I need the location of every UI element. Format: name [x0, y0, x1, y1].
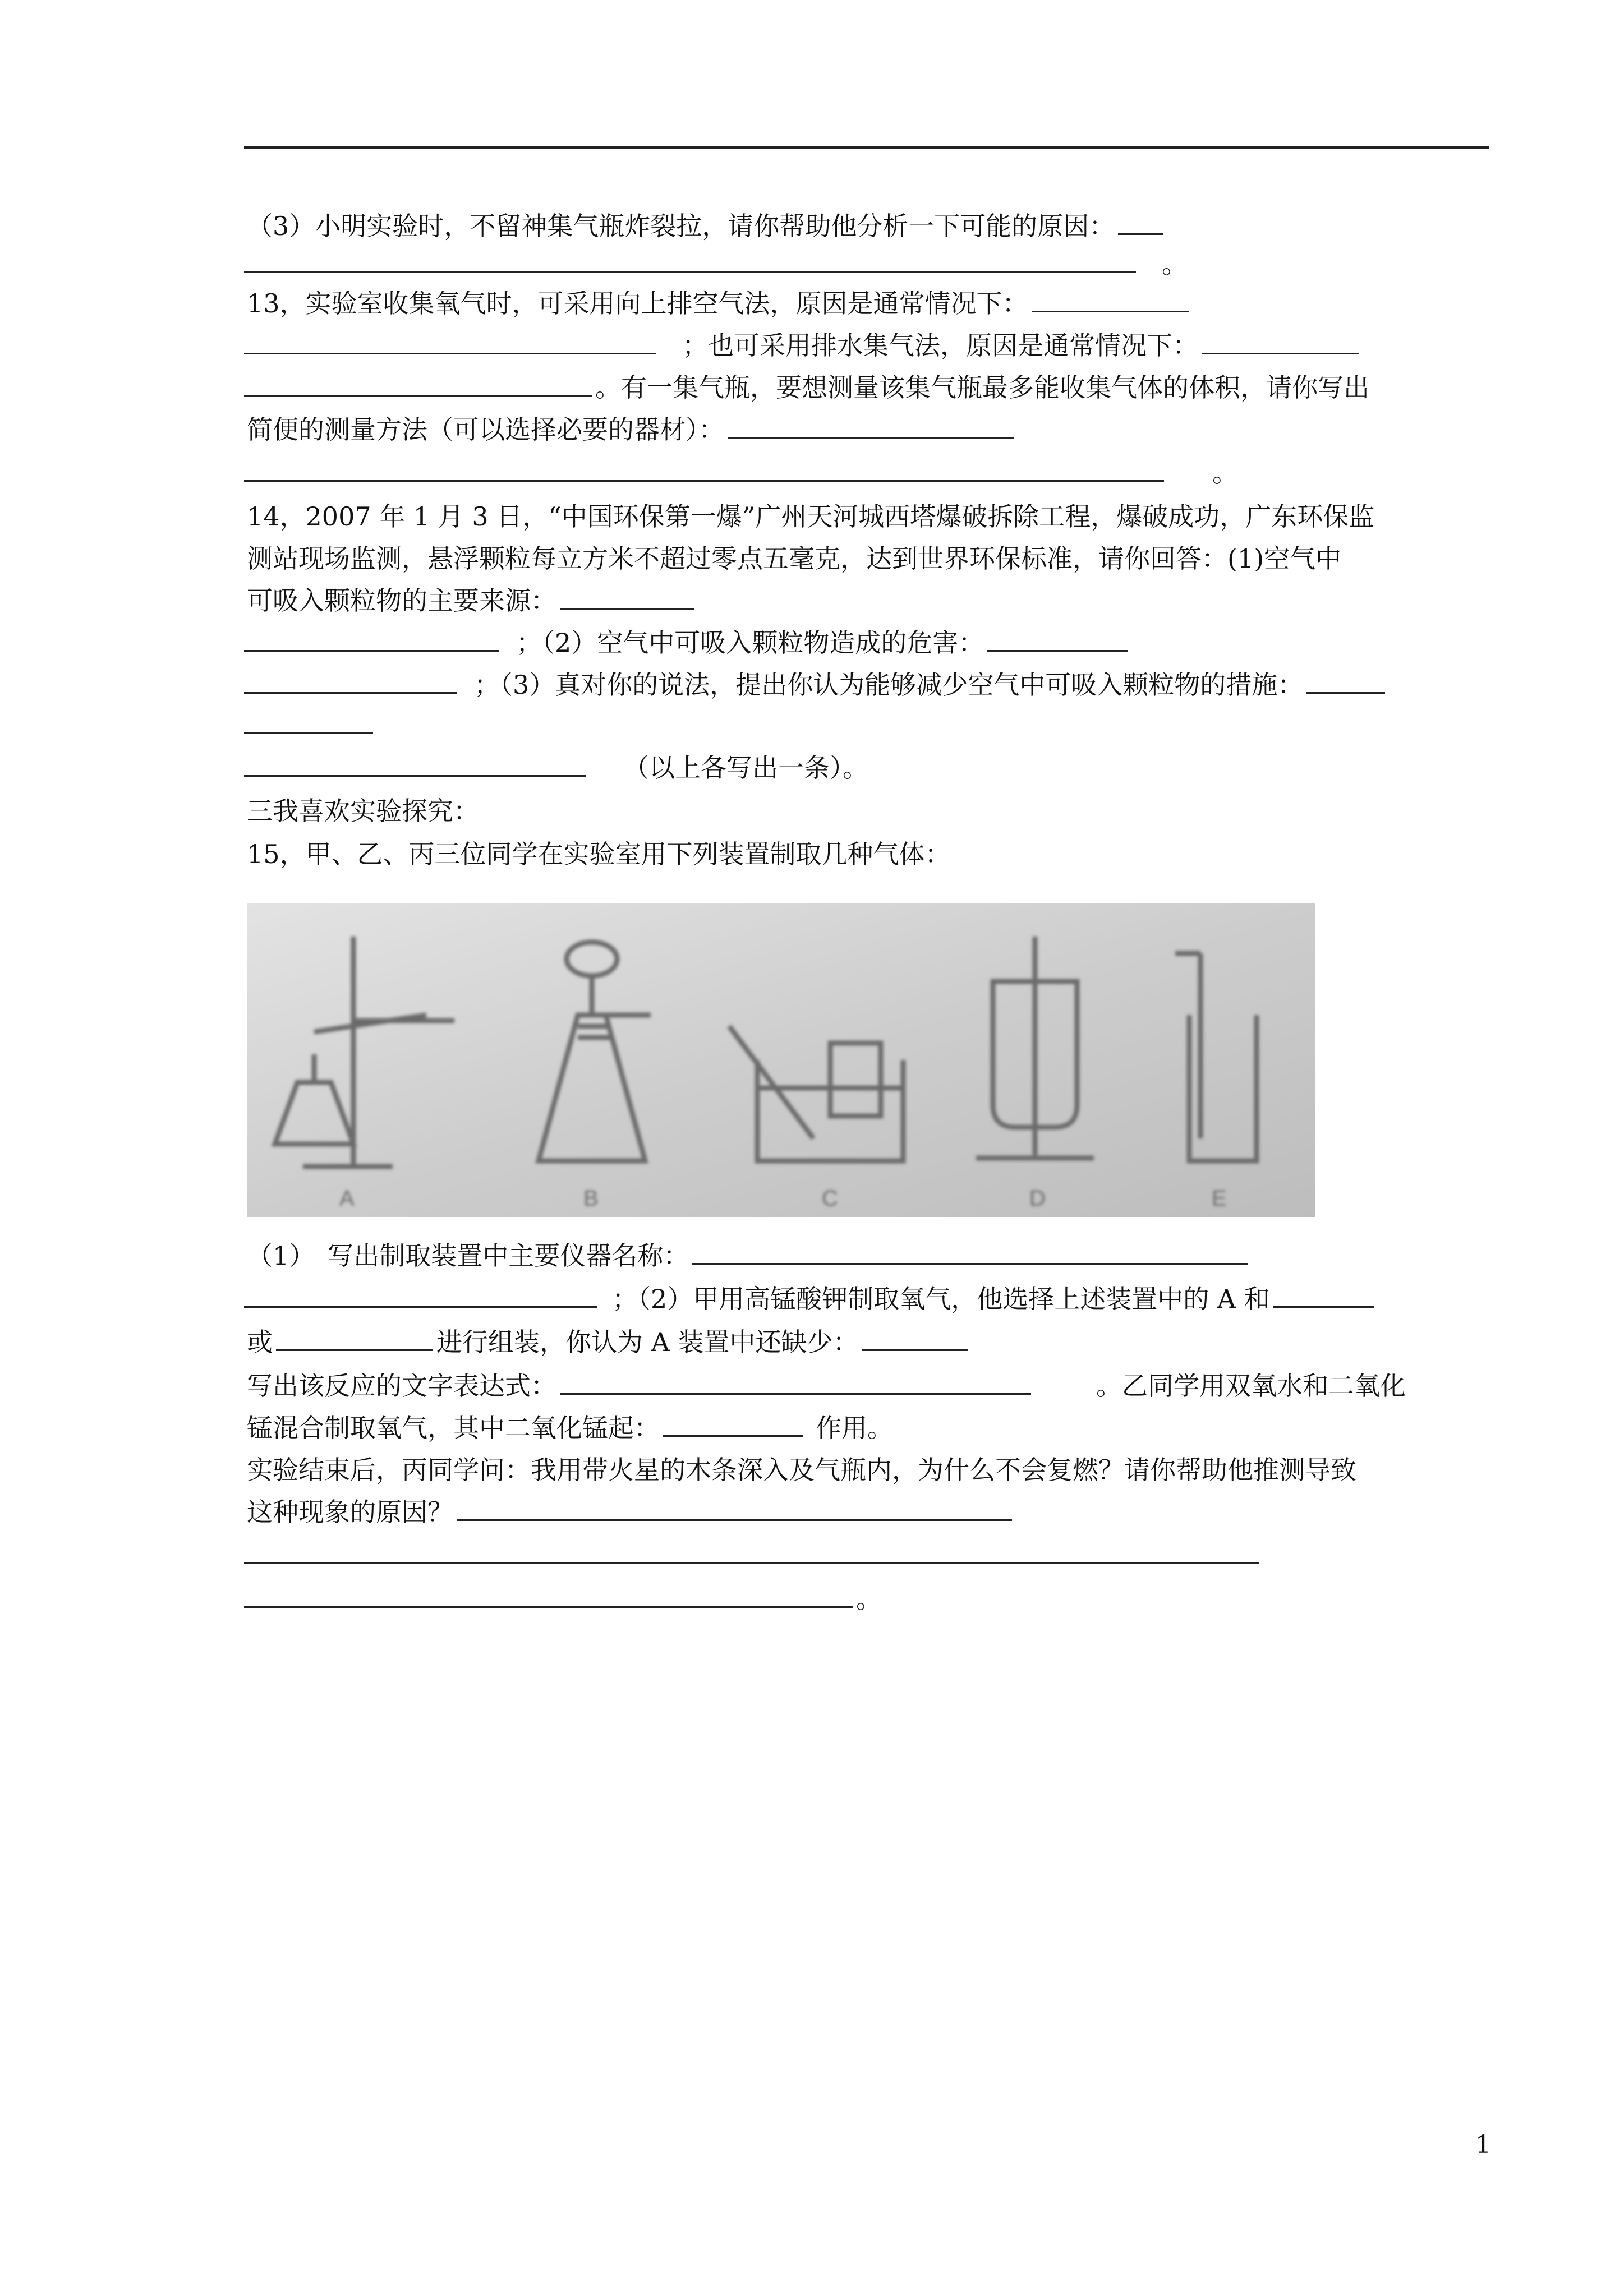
q15-part2-text: ；（2）甲用高锰酸钾制取氧气，他选择上述装置中的 A 和	[612, 1284, 1270, 1314]
q13-blank-6[interactable]	[244, 455, 1164, 482]
q14-blank-7[interactable]	[244, 750, 586, 777]
q14-blank-4[interactable]	[244, 667, 457, 694]
q13-text-2: ；也可采用排水集气法，原因是通常情况下：	[682, 330, 1198, 361]
q13-text-4: 简便的测量方法（可以选择必要的器材）：	[247, 414, 724, 445]
apparatus-label-a: A	[339, 1186, 355, 1211]
q13-line-5	[244, 455, 1238, 490]
q14-blank-1[interactable]	[560, 583, 694, 610]
q14-text-4: ；（2）空气中可吸入颗粒物造成的危害：	[516, 628, 984, 658]
q15-answer-line-1	[244, 1538, 1263, 1573]
q15-bing-line-2	[247, 1495, 1015, 1529]
q15-blank-5[interactable]	[862, 1325, 968, 1351]
q13-line-3	[244, 370, 1369, 405]
q15-or-text: 或	[247, 1327, 273, 1357]
q12-part3-blank-1[interactable]	[1118, 209, 1163, 235]
q14-line-6	[244, 708, 376, 743]
q15-part1-text: （1） 写出制取装置中主要仪器名称：	[247, 1241, 689, 1271]
apparatus-label-b: B	[583, 1186, 599, 1211]
q15-blank-10[interactable]	[244, 1582, 853, 1608]
q15-equation-line	[247, 1368, 1406, 1403]
q15-blank-6[interactable]	[560, 1368, 1031, 1395]
page-number: 1	[1475, 2131, 1491, 2159]
q14-line-4	[244, 625, 1131, 660]
apparatus-label-c: C	[822, 1186, 838, 1211]
apparatus-figure	[247, 903, 1315, 1217]
q15-blank-7[interactable]	[663, 1410, 803, 1437]
apparatus-drawing	[247, 903, 1315, 1217]
q15-blank-2[interactable]	[244, 1281, 597, 1308]
q13-line-4	[247, 412, 1017, 447]
q14-text-7: （以上各写出一条）。	[623, 753, 868, 783]
q14-line-2	[247, 541, 1341, 576]
q13-text-1: 13，实验室收集氧气时，可采用向上排空气法，原因是通常情况下：	[247, 288, 1028, 319]
q13-blank-2[interactable]	[244, 328, 656, 354]
q13-line-1	[247, 286, 1192, 321]
q15-bing-text-2: 这种现象的原因？	[247, 1497, 453, 1527]
q13-line-2	[244, 328, 1362, 363]
q15-end-mark: 。	[856, 1584, 882, 1614]
q14-text-2: 测站现场监测，悬浮颗粒每立方米不超过零点五毫克，达到世界环保标准，请你回答：(1)空气中	[247, 543, 1342, 574]
apparatus-label-e: E	[1212, 1186, 1227, 1211]
q15-role-text: 作用。	[816, 1413, 893, 1443]
q15-blank-8[interactable]	[457, 1495, 1012, 1521]
q12-part3-cont-line	[244, 247, 1188, 282]
q13-blank-5[interactable]	[728, 412, 1014, 439]
q15-yi-text: 。乙同学用双氧水和二氧化	[1096, 1371, 1406, 1401]
q15-mno2-line	[247, 1410, 893, 1445]
q14-text-5: ；（3）真对你的说法，提出你认为能够减少空气中可吸入颗粒物的措施：	[474, 670, 1304, 700]
q13-blank-1[interactable]	[1032, 286, 1189, 312]
q14-line-7	[244, 750, 868, 785]
q15-answer-line-2	[244, 1582, 882, 1616]
apparatus-label-d: D	[1029, 1186, 1046, 1211]
q13-blank-4[interactable]	[244, 370, 592, 397]
q14-line-1	[247, 499, 1374, 534]
q14-blank-2[interactable]	[244, 625, 499, 652]
q15-bing-line-1	[247, 1453, 1356, 1487]
q14-text-3: 可吸入颗粒物的主要来源：	[247, 585, 556, 616]
q15-blank-1[interactable]	[692, 1238, 1248, 1265]
q14-blank-5[interactable]	[1306, 667, 1385, 694]
section3-heading-text: 三我喜欢实验探究：	[247, 796, 479, 826]
q14-line-5	[244, 667, 1388, 702]
q15-equation-text: 写出该反应的文字表达式：	[247, 1371, 556, 1401]
q15-part2-line	[244, 1281, 1378, 1316]
q15-blank-4[interactable]	[276, 1325, 433, 1351]
q14-blank-3[interactable]	[987, 625, 1128, 652]
q15-intro-text: 15，甲、乙、丙三位同学在实验室用下列装置制取几种气体：	[247, 839, 951, 869]
header-rule	[244, 146, 1489, 149]
q13-end-mark: 。	[1212, 458, 1238, 488]
q14-blank-6[interactable]	[244, 708, 373, 734]
q13-blank-3[interactable]	[1202, 328, 1359, 354]
q15-mno2-text: 锰混合制取氧气，其中二氧化锰起：	[247, 1413, 660, 1443]
q15-blank-3[interactable]	[1273, 1281, 1374, 1308]
q15-assemble-text: 进行组装，你认为 A 装置中还缺少：	[436, 1327, 859, 1357]
q12-end-mark: 。	[1162, 249, 1188, 279]
q13-text-3: 。有一集气瓶，要想测量该集气瓶最多能收集气体的体积，请你写出	[595, 372, 1369, 403]
q12-part3-line	[247, 209, 1166, 243]
q12-part3-blank-2[interactable]	[244, 247, 1136, 273]
q15-intro-line	[247, 837, 951, 872]
q14-line-3	[247, 583, 698, 618]
q15-blank-9[interactable]	[244, 1538, 1259, 1564]
q15-bing-text-1: 实验结束后，丙同学问：我用带火星的木条深入及气瓶内，为什么不会复燃？请你帮助他推测导致	[247, 1455, 1356, 1485]
q15-assemble-line	[247, 1325, 972, 1359]
section3-heading	[247, 794, 479, 828]
q15-part1-line	[247, 1238, 1251, 1273]
q12-part3-text: （3）小明实验时，不留神集气瓶炸裂拉，请你帮助他分析一下可能的原因：	[247, 211, 1115, 241]
q14-text-1: 14，2007 年 1 月 3 日，“中国环保第一爆”广州天河城西塔爆破拆除工程，爆破成功，广东环保监	[247, 501, 1375, 532]
